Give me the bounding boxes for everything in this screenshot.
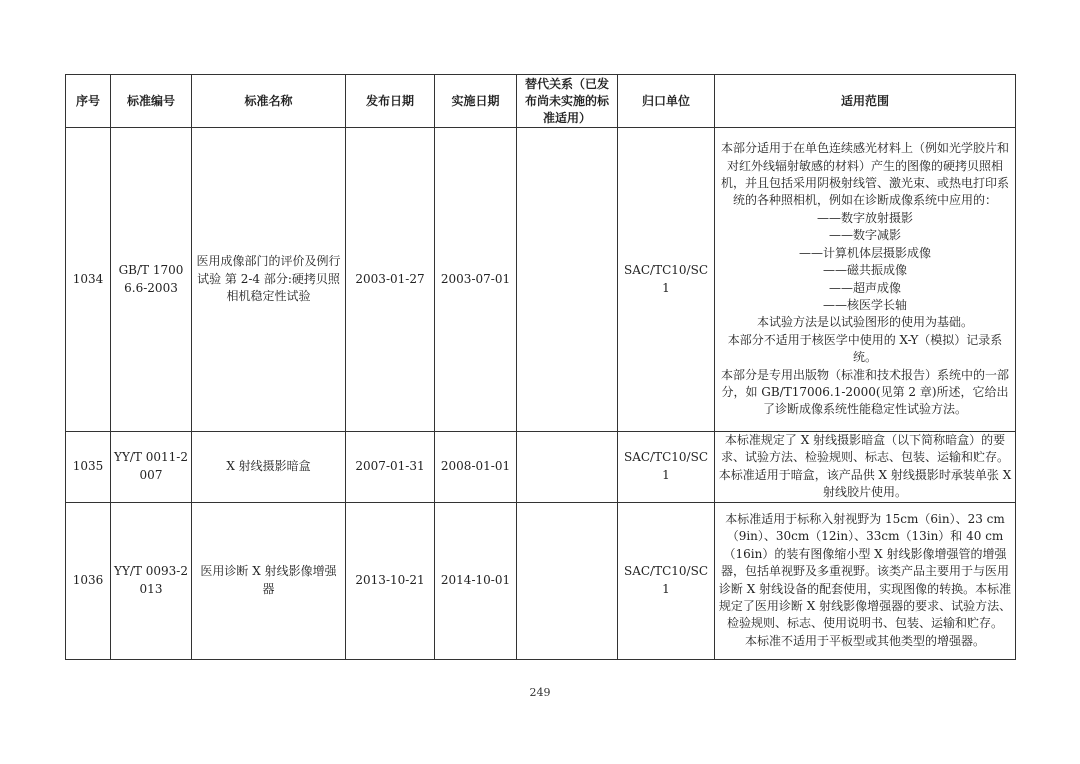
header-dept: 归口单位 [618,75,715,128]
scope-line: ——数字放射摄影 [816,210,913,225]
scope-line: 本部分不适用于核医学中使用的 X-Y（模拟）记录系统。 [727,332,1003,365]
cell-code: YY/T 0011-2007 [111,432,192,503]
cell-impl-date: 2003-07-01 [435,128,517,432]
scope-line: 本试验方法是以试验图形的使用为基础。 [756,315,973,330]
cell-scope [715,502,1016,659]
header-scope: 适用范围 [715,75,1016,128]
cell-publish-date: 2007-01-31 [346,432,435,503]
cell-publish-date: 2003-01-27 [346,128,435,432]
cell-dept: SAC/TC10/SC1 [618,432,715,503]
scope-line: ——磁共振成像 [822,263,907,278]
header-impl-date: 实施日期 [435,75,517,128]
table-row [66,432,1016,503]
cell-code: YY/T 0093-2013 [111,502,192,659]
scope-line: 本标准不适用于平板型或其他类型的增强器。 [744,633,985,648]
scope-line: 本部分是专用出版物（标准和技术报告）系统中的一部分，如 GB/T17006.1-2000(见第 2 章)所述，它给出了诊断成像系统性能稳定性试验方法。 [720,367,1009,417]
cell-dept: SAC/TC10/SC1 [618,128,715,432]
header-publish-date: 发布日期 [346,75,435,128]
scope-line: ——超声成像 [828,280,901,295]
header-seq: 序号 [66,75,111,128]
cell-seq: 1036 [66,502,111,659]
cell-name: 医用成像部门的评价及例行试验 第 2-4 部分:硬拷贝照相机稳定性试验 [192,128,346,432]
cell-name: X 射线摄影暗盒 [192,432,346,503]
scope-line: 本标准适用于标称入射视野为 15cm（6in）、23 cm（9in）、30cm（12in）、33cm（13in）和 40 cm（16in）的装有图像缩小型 X 射线影像增强管的增强器，包括单视野及多重视野。该类产品主要用于与医用诊断 X 射线设备的配套使用，实现图像的转换。本标准规定了医用诊断 X 射线影像增强器的要求、试验方法、检验规则、标志、使用说明书、包装、运输和贮存。 [718,512,1012,631]
scope-line: ——计算机体层摄影成像 [798,245,931,260]
table-header-row [66,75,1016,128]
cell-name: 医用诊断 X 射线影像增强器 [192,502,346,659]
scope-line: ——核医学长轴 [822,297,907,312]
scope-line: 本标准规定了 X 射线摄影暗盒（以下简称暗盒）的要求、试验方法、检验规则、标志、包装、运输和贮存。本标准适用于暗盒，该产品供 X 射线摄影时承装单张 X 射线胶片使用。 [718,433,1012,500]
cell-publish-date: 2013-10-21 [346,502,435,659]
cell-replace [517,432,618,503]
scope-line: ——数字减影 [828,228,901,243]
table-row [66,128,1016,432]
standards-table [65,74,1016,660]
cell-impl-date: 2008-01-01 [435,432,517,503]
header-code: 标准编号 [111,75,192,128]
header-replace: 替代关系（已发布尚未实施的标准适用） [517,75,618,128]
page-number: 249 [529,686,551,699]
cell-scope [715,128,1016,432]
cell-code: GB/T 17006.6-2003 [111,128,192,432]
cell-replace [517,128,618,432]
cell-scope [715,432,1016,503]
header-name: 标准名称 [192,75,346,128]
cell-replace [517,502,618,659]
cell-seq: 1034 [66,128,111,432]
table-row [66,502,1016,659]
cell-dept: SAC/TC10/SC1 [618,502,715,659]
scope-line: 本部分适用于在单色连续感光材料上（例如光学胶片和对红外线辐射敏感的材料）产生的图像的硬拷贝照相机，并且包括采用阴极射线管、激光束、或热电打印系统的各种照相机，例如在诊断成像系统中应用的： [720,141,1009,208]
cell-seq: 1035 [66,432,111,503]
cell-impl-date: 2014-10-01 [435,502,517,659]
